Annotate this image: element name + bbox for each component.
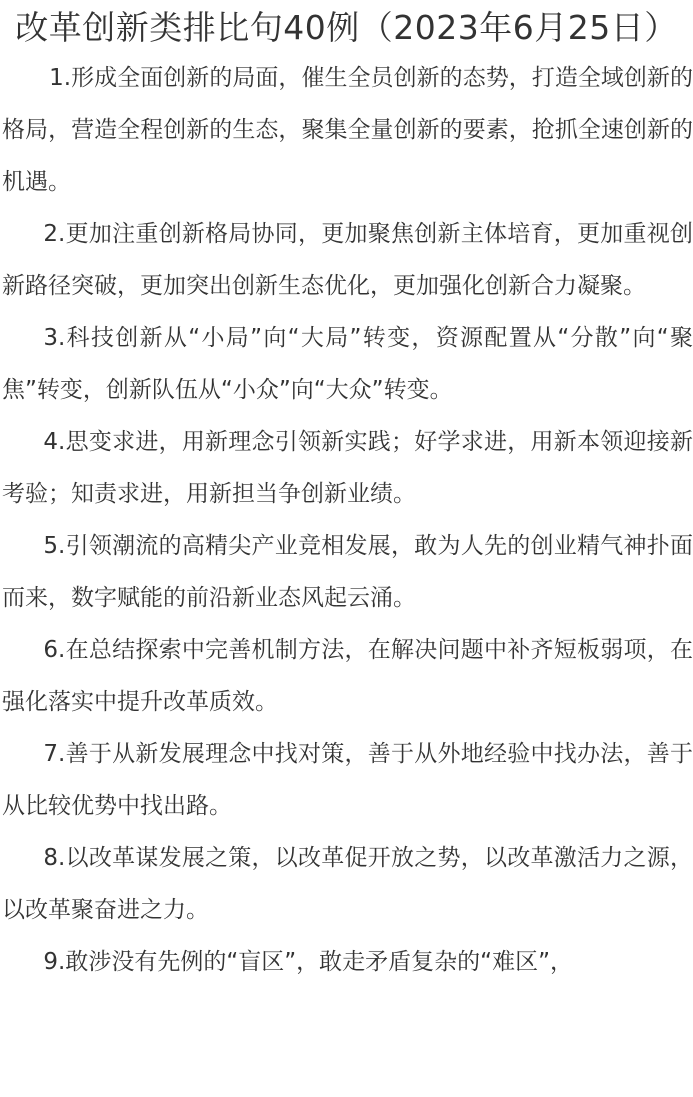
- paragraph-1: 1.形成全面创新的局面，催生全员创新的态势，打造全域创新的格局，营造全程创新的生态，聚集全量创新的要素，抢抓全速创新的机遇。: [2, 65, 693, 195]
- article-title: 改革创新类排比句40例（2023年6月25日）: [15, 8, 678, 47]
- paragraph-7: 7.善于从新发展理念中找对策，善于从外地经验中找办法，善于从比较优势中找出路。: [2, 741, 693, 819]
- paragraph-3: 3.科技创新从“小局”向“大局”转变，资源配置从“分散”向“聚焦”转变，创新队伍从“小众”向“大众”转变。: [2, 325, 693, 403]
- paragraph-8: 8.以改革谋发展之策，以改革促开放之势，以改革激活力之源，以改革聚奋进之力。: [2, 845, 693, 923]
- paragraph-6: 6.在总结探索中完善机制方法，在解决问题中补齐短板弱项，在强化落实中提升改革质效。: [2, 637, 693, 715]
- paragraph-2: 2.更加注重创新格局协同，更加聚焦创新主体培育，更加重视创新路径突破，更加突出创新生态优化，更加强化创新合力凝聚。: [2, 221, 693, 299]
- article-body: [0, 52, 693, 988]
- paragraph-4: 4.思变求进，用新理念引领新实践；好学求进，用新本领迎接新考验；知责求进，用新担当争创新业绩。: [2, 429, 693, 507]
- paragraph-5: 5.引领潮流的高精尖产业竞相发展，敢为人先的创业精气神扑面而来，数字赋能的前沿新业态风起云涌。: [2, 533, 693, 611]
- paragraph-9: 9.敢涉没有先例的“盲区”，敢走矛盾复杂的“难区”，: [43, 949, 573, 975]
